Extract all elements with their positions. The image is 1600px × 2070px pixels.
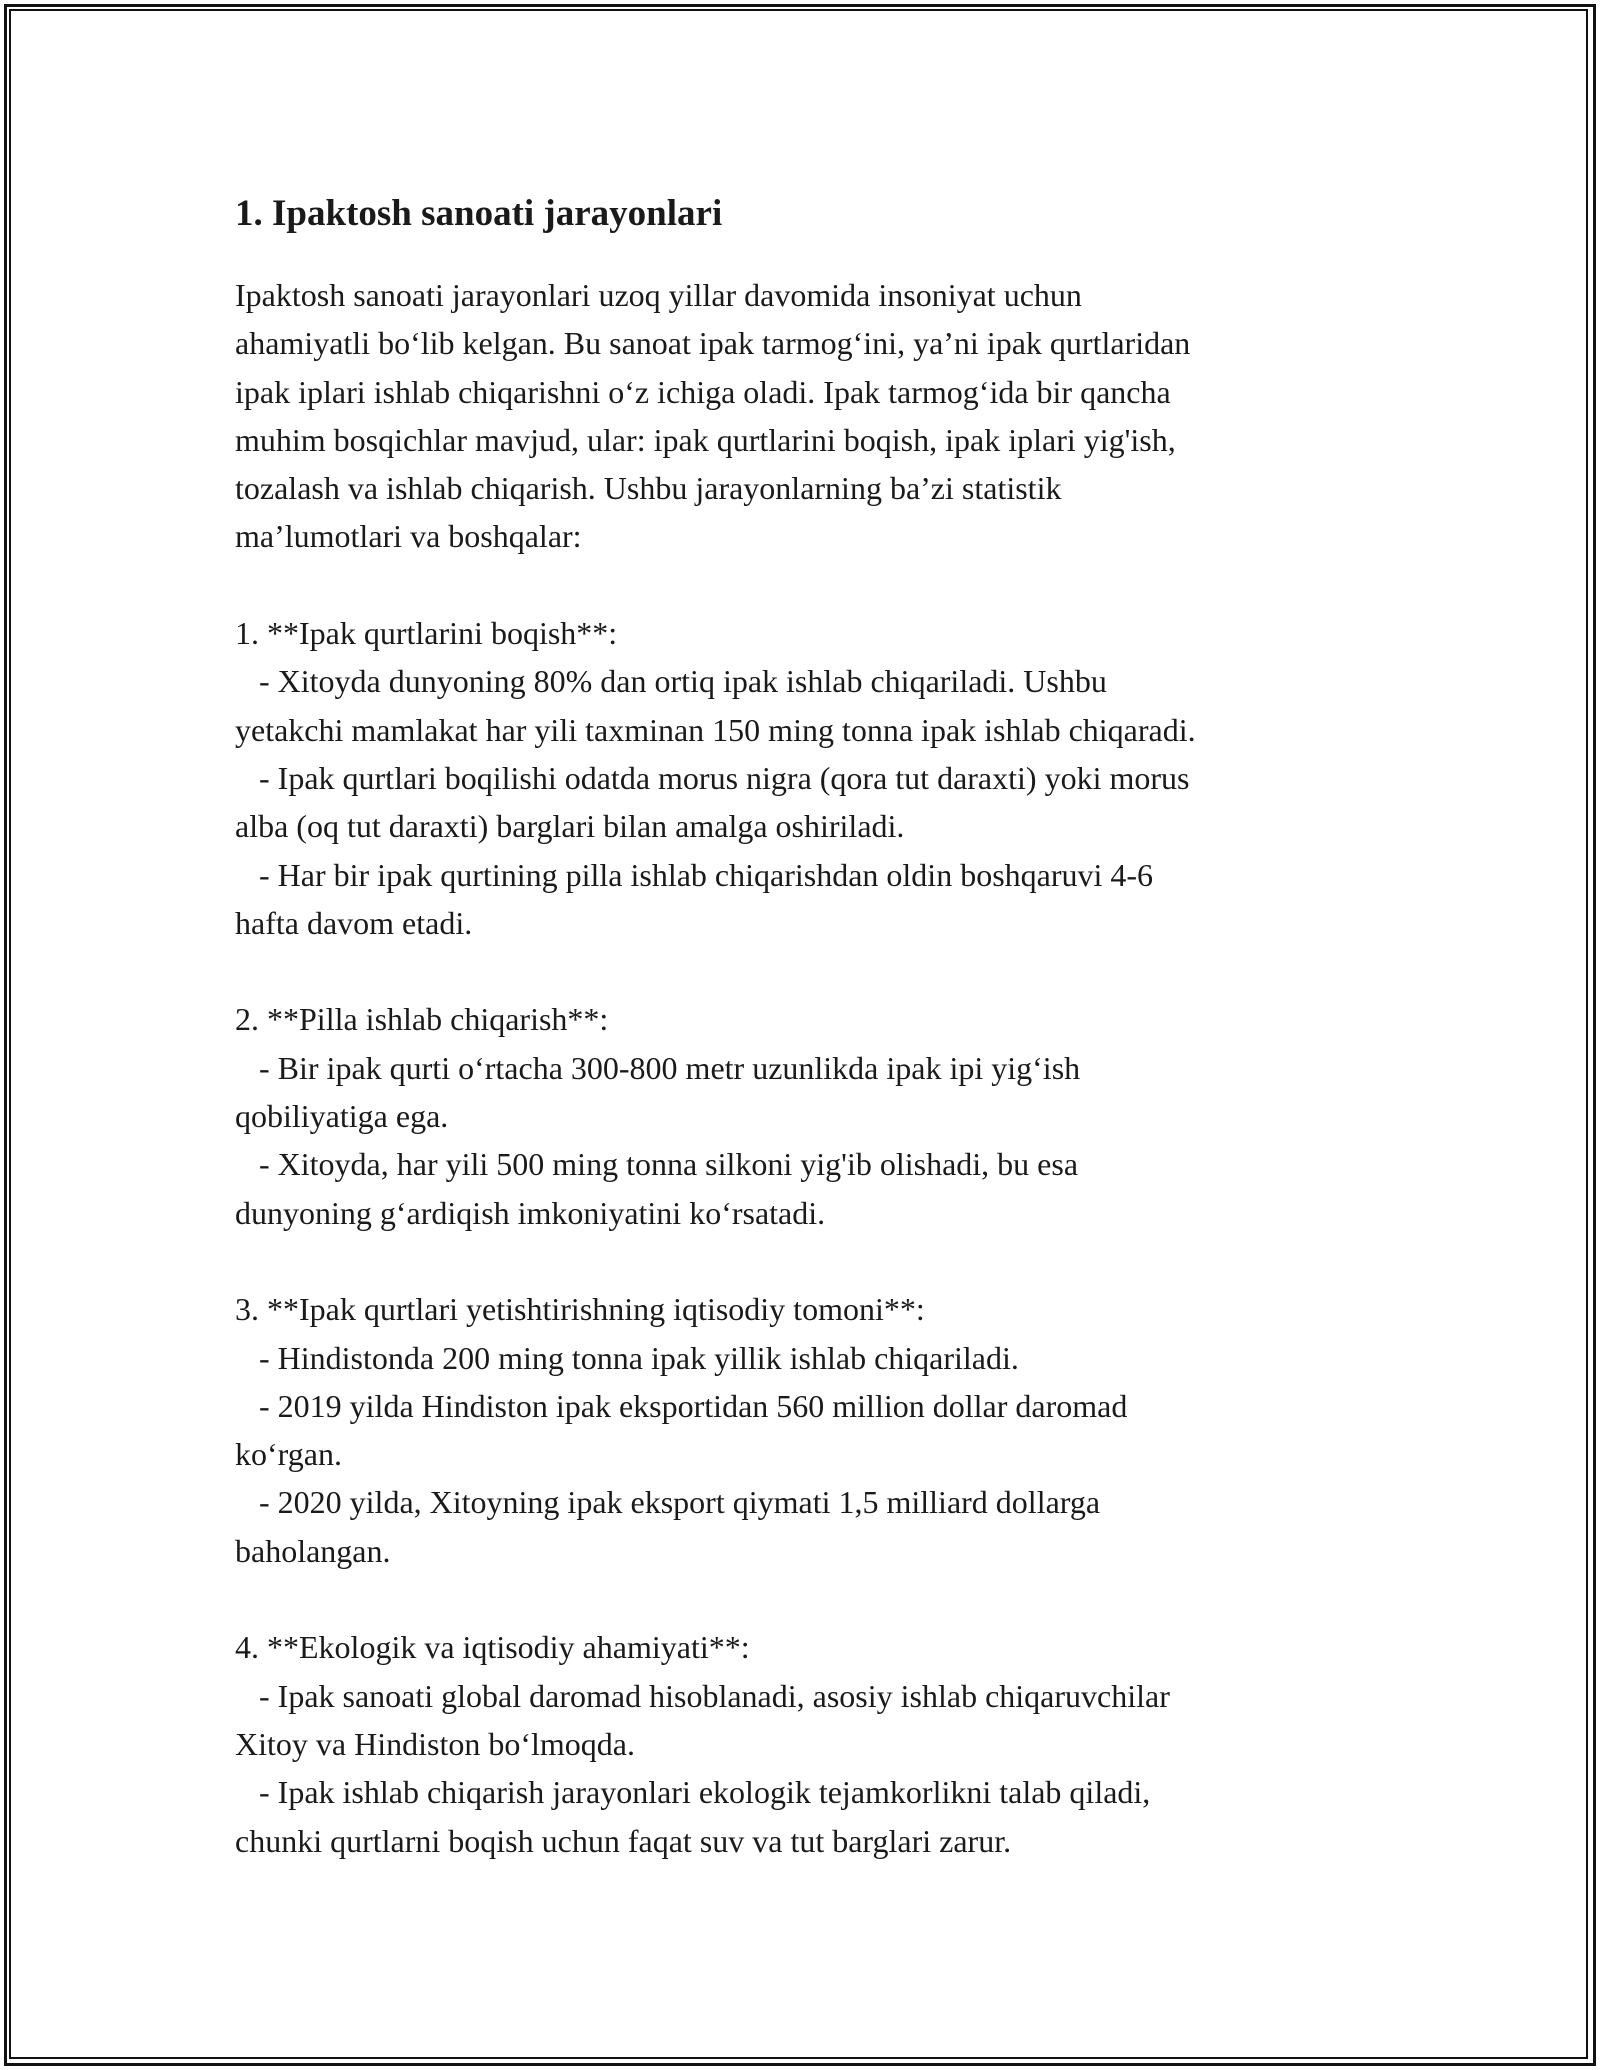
document-title: 1. Ipaktosh sanoati jarayonlari [235,193,723,234]
document-body: Ipaktosh sanoati jarayonlari uzoq yillar davomida insoniyat uchun ahamiyatli bo‘lib kelgan. Bu sanoat ipak tarmog‘ini, ya’ni ipak qurtlaridan ipak iplari ishlab chiqarishni o‘z ichiga oladi. Ipak tarmog‘ida bir qancha muhim bosqichlar mavjud, ular: ipak qurtlarini boqish, ipak iplari yig'ish, tozalash va ishlab chiqarish. Ushbu jarayonlarning ba’zi statistik ma’lumotlari va boshqalar: 1. **Ipak qurtlarini boqish**: - Xitoyda dunyoning 80% dan ortiq ipak ishlab chiqariladi. Ushbu yetakchi mamlakat har yili taxminan 150 ming tonna ipak ishlab chiqaradi. - Ipak qurtlari boqilishi odatda morus nigra (qora tut daraxti) yoki morus alba (oq tut daraxti) barglari bilan amalga oshiriladi. - Har bir ipak qurtining pilla ishlab chiqarishdan oldin boshqaruvi 4-6 hafta davom etadi. 2. **Pilla ishlab chiqarish**: - Bir ipak qurti o‘rtacha 300-800 metr uzunlikda ipak ipi yig‘ish qobiliyatiga ega. - Xitoyda, har yili 500 ming tonna silkoni yig'ib olishadi, bu esa dunyoning g‘ardiqish imkoniyatini ko‘rsatadi. 3. **Ipak qurtlari yetishtirishning iqtisodiy tomoni**: - Hindistonda 200 ming tonna ipak yillik ishlab chiqariladi. - 2019 yilda Hindiston ipak eksportidan 560 million dollar daromad ko‘rgan. - 2020 yilda, Xitoyning ipak eksport qiymati 1,5 milliard dollarga baholangan. 4. **Ekologik va iqtisodiy ahamiyati**: - Ipak sanoati global daromad hisoblanadi, asosiy ishlab chiqaruvchilar Xitoy va Hindiston bo‘lmoqda. - Ipak ishlab chiqarish jarayonlari ekologik tejamkorlikni talab qiladi, chunki qurtlarni boqish uchun faqat suv va tut barglari zarur. [235,277,1196,1859]
document-content [235,186,1375,1865]
